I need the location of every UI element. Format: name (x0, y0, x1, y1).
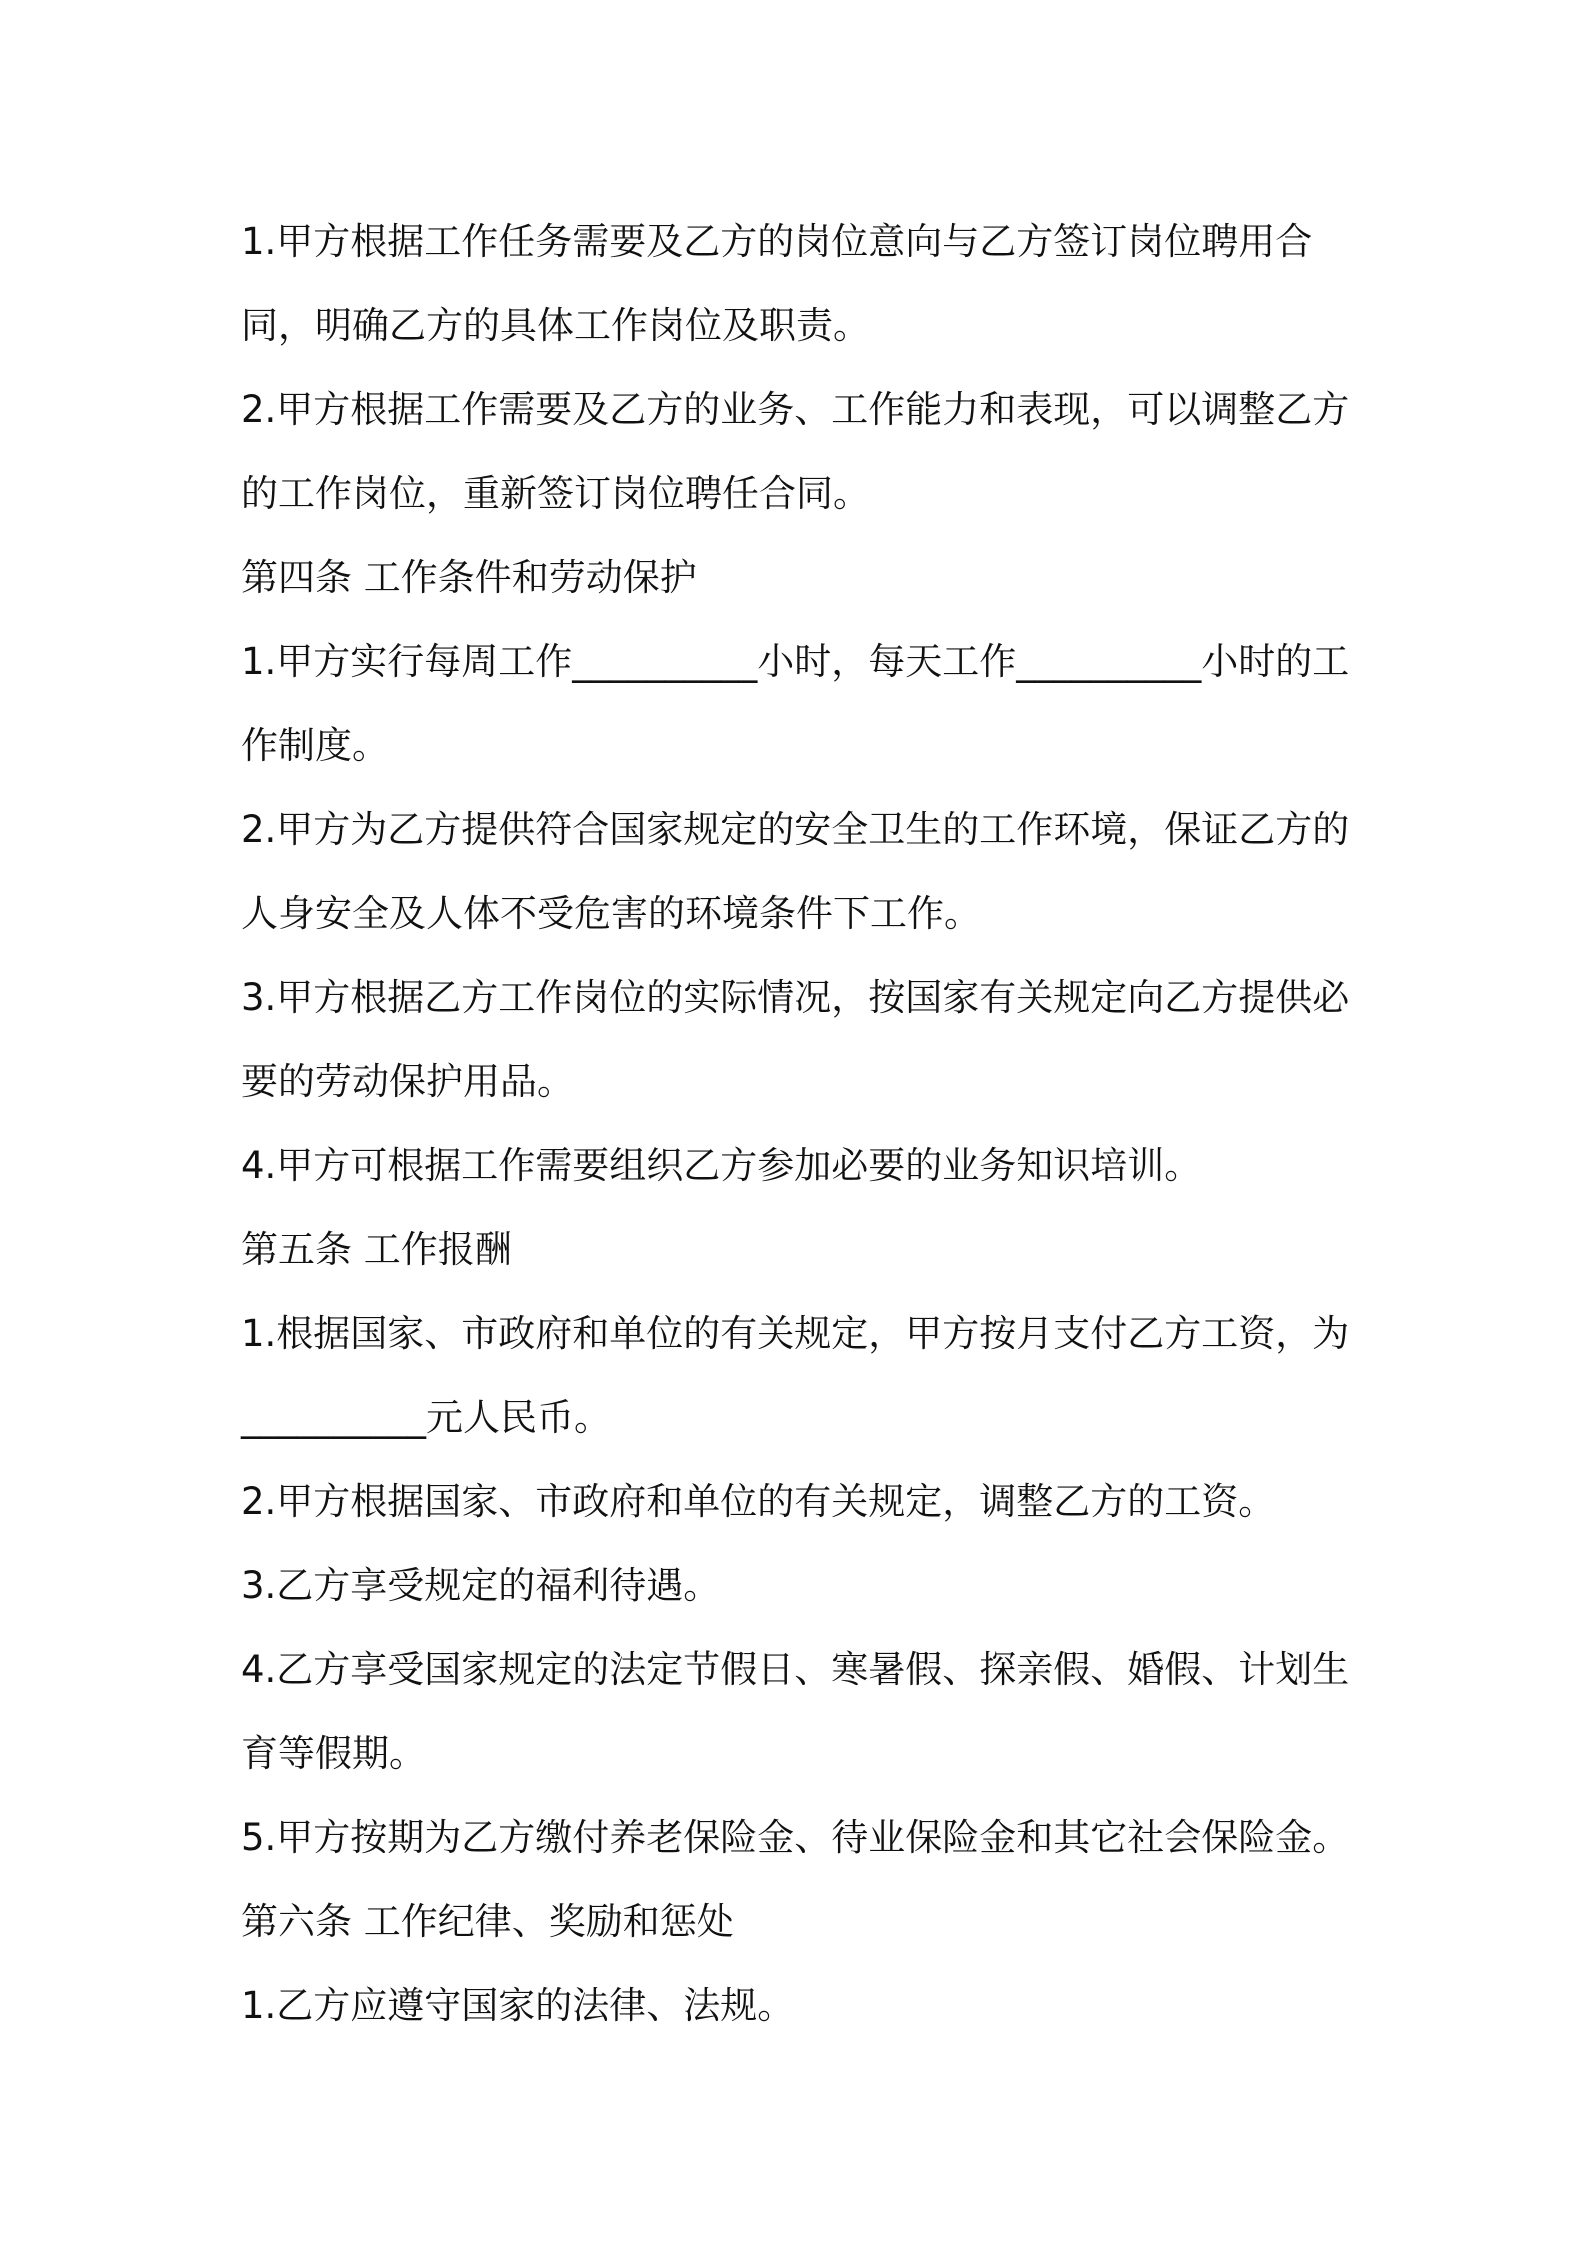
article-heading: 第五条 工作报酬 (241, 1228, 512, 1271)
clause-paragraph: 2.甲方根据工作需要及乙方的业务、工作能力和表现，可以调整乙方的工作岗位，重新签订岗位聘任合同。 (241, 388, 1350, 515)
clause-paragraph: 3.乙方享受规定的福利待遇。 (241, 1564, 721, 1607)
document-page (241, 200, 1361, 2048)
clause-paragraph: 1.甲方根据工作任务需要及乙方的岗位意向与乙方签订岗位聘用合同，明确乙方的具体工作岗位及职责。 (241, 220, 1313, 347)
clause-paragraph: 4.乙方享受国家规定的法定节假日、寒暑假、探亲假、婚假、计划生育等假期。 (241, 1648, 1350, 1775)
clause-paragraph: 5.甲方按期为乙方缴付养老保险金、待业保险金和其它社会保险金。 (241, 1816, 1350, 1859)
clause-paragraph: 2.甲方为乙方提供符合国家规定的安全卫生的工作环境，保证乙方的人身安全及人体不受危害的环境条件下工作。 (241, 808, 1350, 935)
clause-paragraph: 3.甲方根据乙方工作岗位的实际情况，按国家有关规定向乙方提供必要的劳动保护用品。 (241, 976, 1350, 1103)
article-heading: 第六条 工作纪律、奖励和惩处 (241, 1900, 734, 1943)
clause-paragraph: 4.甲方可根据工作需要组织乙方参加必要的业务知识培训。 (241, 1144, 1202, 1187)
clause-paragraph: 1.乙方应遵守国家的法律、法规。 (241, 1984, 795, 2027)
clause-paragraph: 2.甲方根据国家、市政府和单位的有关规定，调整乙方的工资。 (241, 1480, 1276, 1523)
clause-paragraph: 1.甲方实行每周工作__________小时，每天工作__________小时的工作制度。 (241, 640, 1350, 767)
article-heading: 第四条 工作条件和劳动保护 (241, 556, 697, 599)
clause-paragraph: 1.根据国家、市政府和单位的有关规定，甲方按月支付乙方工资，为__________元人民币。 (241, 1312, 1350, 1439)
